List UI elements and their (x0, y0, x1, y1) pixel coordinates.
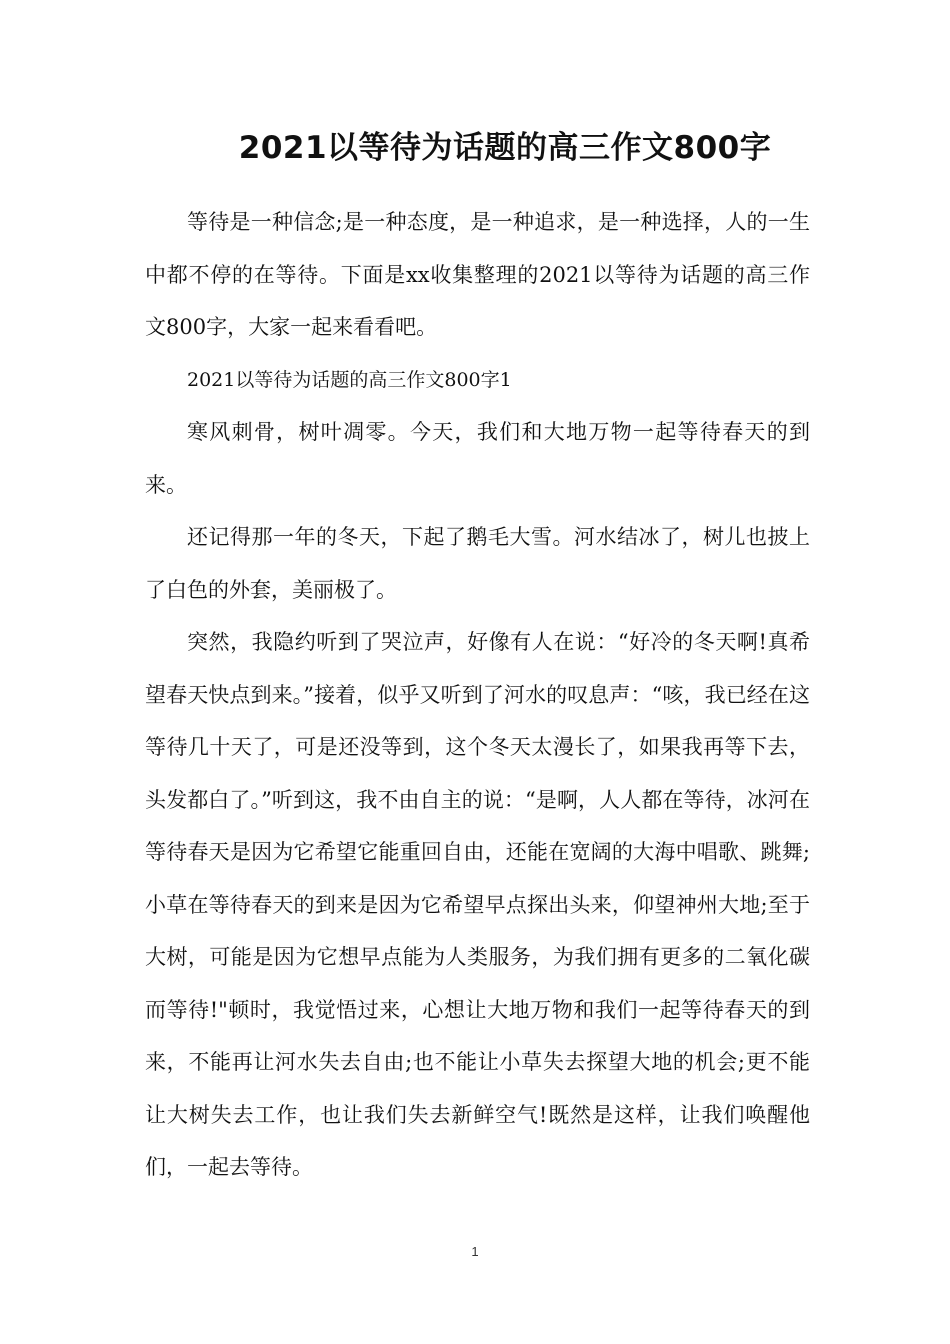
document-body (145, 196, 810, 1194)
page-number: 1 (471, 1244, 479, 1259)
intro-paragraph: 等待是一种信念;是一种态度，是一种追求，是一种选择，人的一生中都不停的在等待。下面是xx收集整理的2021以等待为话题的高三作文800字，大家一起来看看吧。 (145, 210, 810, 339)
body-paragraph-3: 突然，我隐约听到了哭泣声，好像有人在说：“好冷的冬天啊!真希望春天快点到来。”接着，似乎又听到了河水的叹息声：“咳，我已经在这等待几十天了，可是还没等到，这个冬天太漫长了，如果我再等下去，头发都白了。”听到这，我不由自主的说：“是啊，人人都在等待，冰河在等待春天是因为它希望它能重回自由，还能在宽阔的大海中唱歌、跳舞;小草在等待春天的到来是因为它希望早点探出头来，仰望神州大地;至于大树，可能是因为它想早点能为人类服务，为我们拥有更多的二氧化碳而等待!"顿时，我觉悟过来，心想让大地万物和我们一起等待春天的到来，不能再让河水失去自由;也不能让小草失去探望大地的机会;更不能让大树失去工作，也让我们失去新鲜空气!既然是这样，让我们唤醒他们，一起去等待。 (145, 630, 810, 1179)
body-paragraph-1: 寒风刺骨，树叶凋零。今天，我们和大地万物一起等待春天的到来。 (145, 420, 810, 497)
document-title: 2021以等待为话题的高三作文800字 (238, 130, 772, 166)
section-heading: 2021以等待为话题的高三作文800字1 (187, 368, 512, 391)
body-paragraph-2: 还记得那一年的冬天，下起了鹅毛大雪。河水结冰了，树儿也披上了白色的外套，美丽极了。 (145, 525, 810, 602)
